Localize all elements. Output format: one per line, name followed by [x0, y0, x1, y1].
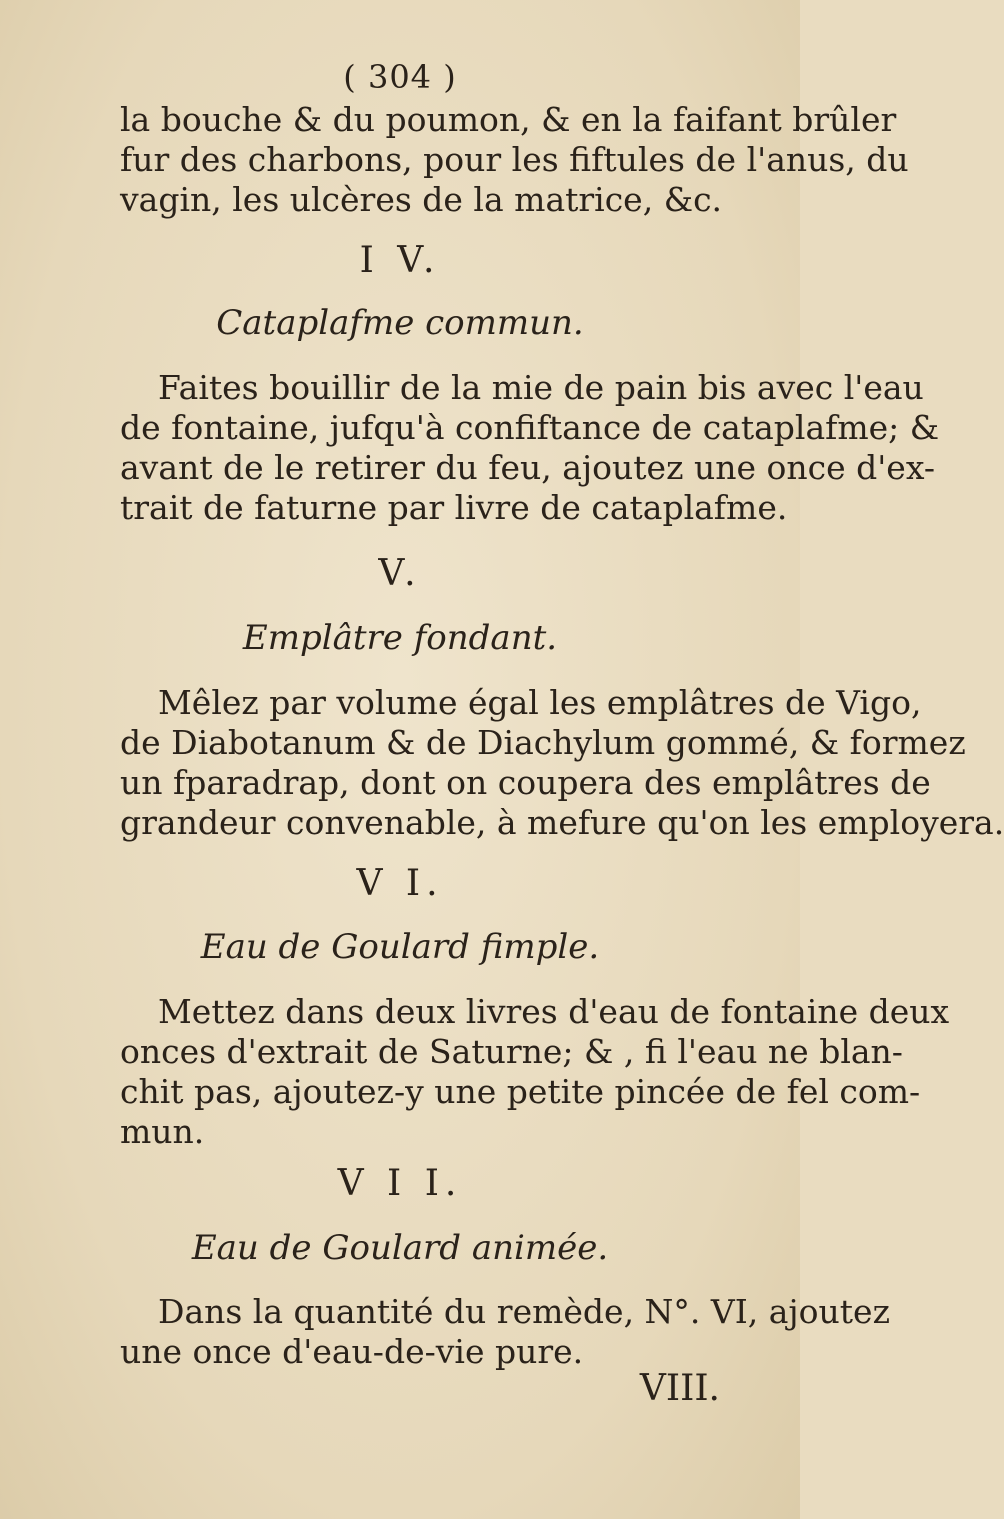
page-number: ( 304 ) [343, 58, 457, 96]
section-title: Emplâtre fondant. [242, 618, 558, 658]
text-line: la bouche & du poumon, & en la faifant brûler [120, 100, 897, 139]
text-line: chit pas, ajoutez-y une petite pincée de fel com- [120, 1072, 921, 1111]
catchword: VIII. [639, 1368, 720, 1409]
section-numeral: V I. [356, 863, 444, 904]
text-line: un fparadrap, dont on coupera des emplâtres de [120, 763, 931, 802]
text-line: une once d'eau-de-vie pure. [120, 1332, 584, 1371]
text-line: Mettez dans deux livres d'eau de fontaine deux [158, 992, 950, 1031]
text-line: Dans la quantité du remède, N°. VI, ajoutez [158, 1292, 890, 1331]
text-line: grandeur convenable, à mefure qu'on les employera. [120, 803, 1004, 842]
text-line: Mêlez par volume égal les emplâtres de Vigo, [158, 683, 922, 722]
text-line: de Diabotanum & de Diachylum gommé, & formez [120, 723, 966, 762]
text-line: fur des charbons, pour les fiftules de l'anus, du [120, 140, 909, 179]
section-numeral: I V. [359, 240, 441, 281]
section-numeral: V I I. [337, 1163, 463, 1204]
text-line: trait de faturne par livre de cataplafme. [120, 488, 788, 527]
text-line: vagin, les ulcères de la matrice, &c. [120, 180, 723, 219]
section-title: Cataplafme commun. [216, 303, 584, 343]
section-numeral: V. [378, 553, 422, 594]
text-line: avant de le retirer du feu, ajoutez une once d'ex- [120, 448, 935, 487]
text-line: de fontaine, jufqu'à confiftance de cataplafme; & [120, 408, 940, 447]
section-title: Eau de Goulard animée. [191, 1228, 609, 1268]
text-line: Faites bouillir de la mie de pain bis avec l'eau [158, 368, 924, 407]
section-title: Eau de Goulard fimple. [200, 927, 600, 967]
text-line: mun. [120, 1112, 205, 1151]
text-line: onces d'extrait de Saturne; & , fi l'eau ne blan- [120, 1032, 903, 1071]
